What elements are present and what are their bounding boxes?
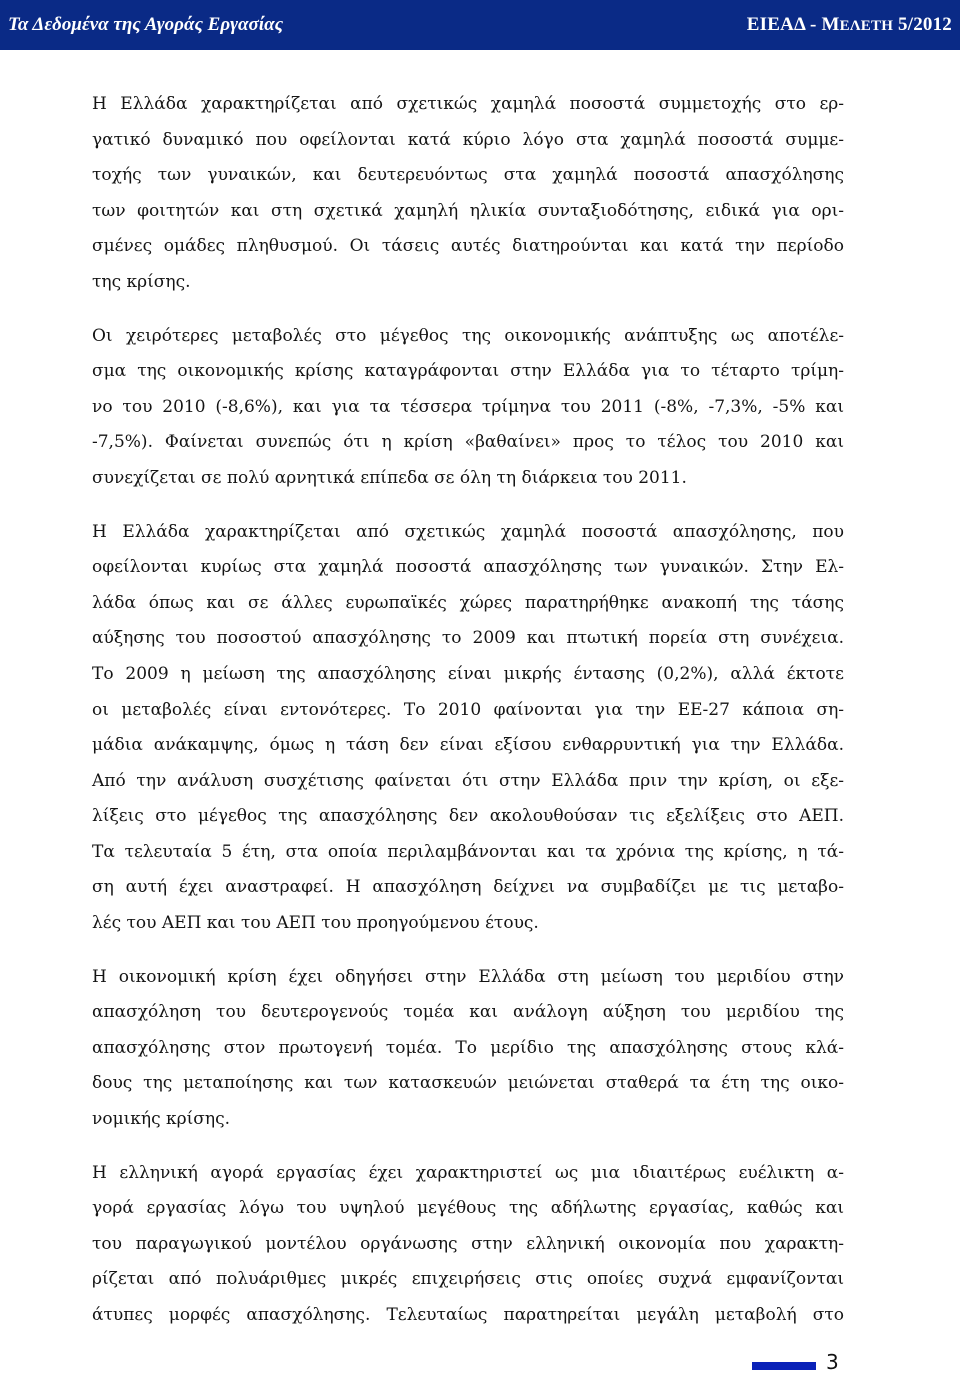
text-line: γατικό δυναμικό που οφείλονται κατά κύριο λόγο στα χαμηλά ποσοστά συμμε- xyxy=(92,129,844,150)
text-line: νο του 2010 (-8,6%), και για τα τέσσερα τρίμηνα του 2011 (-8%, -7,3%, -5% και xyxy=(92,396,844,417)
text-line: τοχής των γυναικών, και δευτερευόντως στα χαμηλά ποσοστά απασχόλησης xyxy=(92,165,844,186)
text-line: Τα τελευταία 5 έτη, στα οποία περιλαμβάνονται και τα χρόνια της κρίσης, η τά- xyxy=(92,841,844,862)
text-line: γορά εργασίας λόγω του υψηλού μεγέθους της αδήλωτης εργασίας, καθώς και xyxy=(92,1198,844,1219)
text-line: σμένες ομάδες πληθυσμού. Οι τάσεις αυτές διατηρούνται και κατά την περίοδο xyxy=(92,236,844,257)
text-line: του παραγωγικού μοντέλου οργάνωσης στην ελληνική οικονομία που χαρακτη- xyxy=(92,1233,844,1254)
text-line: λές του ΑΕΠ και του ΑΕΠ του προηγούμενου έτους. xyxy=(92,913,539,934)
text-line: μάδια ανάκαμψης, όμως η τάση δεν είναι εξίσου ενθαρρυντική για την Ελλάδα. xyxy=(92,735,844,756)
text-line: άτυπες μορφές απασχόλησης. Τελευταίως παρατηρείται μεγάλη μεταβολή στο xyxy=(92,1305,844,1325)
text-line: σμα της οικονομικής κρίσης καταγράφονται στην Ελλάδα για το τέταρτο τρίμη- xyxy=(92,361,844,382)
paragraph-growth-changes xyxy=(92,319,844,497)
text-line: ρίζεται από πολυάριθμες μικρές επιχειρήσεις στις οποίες συχνά εμφανίζονται xyxy=(92,1269,844,1290)
text-line: ση αυτή έχει αναστραφεί. Η απασχόληση δείχνει να συμβαδίζει με τις μεταβο- xyxy=(92,877,844,898)
page-number: 3 xyxy=(826,1350,839,1374)
footer-accent-bar xyxy=(752,1362,816,1370)
header-study-reference xyxy=(747,14,952,36)
page-header xyxy=(0,0,960,50)
paragraph-labour-participation xyxy=(92,87,844,301)
document-body xyxy=(92,87,844,1352)
header-reference-smallcaps: ΕΛΕΤΗ xyxy=(839,18,894,34)
paragraph-sector-shares xyxy=(92,960,844,1138)
text-line: δους της μεταποίησης και των κατασκευών μειώνεται σταθερά τα έτη της οικο- xyxy=(92,1073,844,1094)
text-line: της κρίσης. xyxy=(92,271,191,292)
text-line: απασχόλησης στον πρωτογενή τομέα. Το μερίδιο της απασχόλησης στους κλά- xyxy=(92,1037,844,1058)
text-line: Οι χειρότερες μεταβολές στο μέγεθος της οικονομικής ανάπτυξης ως αποτέλε- xyxy=(92,325,844,346)
text-line: Η Ελλάδα χαρακτηρίζεται από σχετικώς χαμηλά ποσοστά συμμετοχής στο ερ- xyxy=(92,94,844,114)
text-line: λίξεις στο μέγεθος της απασχόλησης δεν ακολουθούσαν τις εξελίξεις στο ΑΕΠ. xyxy=(92,806,844,827)
text-line: οι μεταβολές είναι εντονότερες. Το 2010 φαίνονται για την ΕΕ-27 κάποια ση- xyxy=(92,699,844,720)
text-line: Η ελληνική αγορά εργασίας έχει χαρακτηριστεί ως μια ιδιαιτέρως ευέλικτη α- xyxy=(92,1162,844,1183)
text-line: Η οικονομική κρίση έχει οδηγήσει στην Ελλάδα στη μείωση του μεριδίου στην xyxy=(92,966,844,987)
paragraph-labour-flexibility xyxy=(92,1156,844,1334)
text-line: -7,5%). Φαίνεται συνεπώς ότι η κρίση «βαθαίνει» προς το τέλος του 2010 και xyxy=(92,432,844,453)
text-line: συνεχίζεται σε πολύ αρνητικά επίπεδα σε όλη τη διάρκεια του 2011. xyxy=(92,467,687,488)
header-reference-suffix: 5/2012 xyxy=(893,14,952,35)
text-line: απασχόληση του δευτερογενούς τομέα και ανάλογη αύξηση του μεριδίου της xyxy=(92,1002,844,1023)
paragraph-employment-rates xyxy=(92,515,844,942)
text-line: Το 2009 η μείωση της απασχόλησης είναι μικρής έντασης (0,2%), αλλά έκτοτε xyxy=(92,663,844,684)
text-line: αύξησης του ποσοστού απασχόλησης το 2009 και πτωτική πορεία στη συνέχεια. xyxy=(92,628,844,649)
text-line: νομικής κρίσης. xyxy=(92,1109,231,1130)
text-line: λάδα όπως και σε άλλες ευρωπαϊκές χώρες παρατηρήθηκε ανακοπή της τάσης xyxy=(92,592,844,613)
text-line: Από την ανάλυση συσχέτισης φαίνεται ότι στην Ελλάδα πριν την κρίση, οι εξε- xyxy=(92,770,844,791)
header-document-title: Τα Δεδομένα της Αγοράς Εργασίας xyxy=(8,14,284,35)
text-line: Η Ελλάδα χαρακτηρίζεται από σχετικώς χαμηλά ποσοστά απασχόλησης, που xyxy=(92,521,844,542)
text-line: οφείλονται κυρίως στα χαμηλά ποσοστά απασχόλησης των γυναικών. Στην Ελ- xyxy=(92,557,844,578)
header-reference-prefix: ΕΙΕΑΔ - Μ xyxy=(746,14,840,35)
text-line: των φοιτητών και στη σχετικά χαμηλή ηλικία συνταξιοδότησης, ειδικά για ορι- xyxy=(92,200,844,221)
